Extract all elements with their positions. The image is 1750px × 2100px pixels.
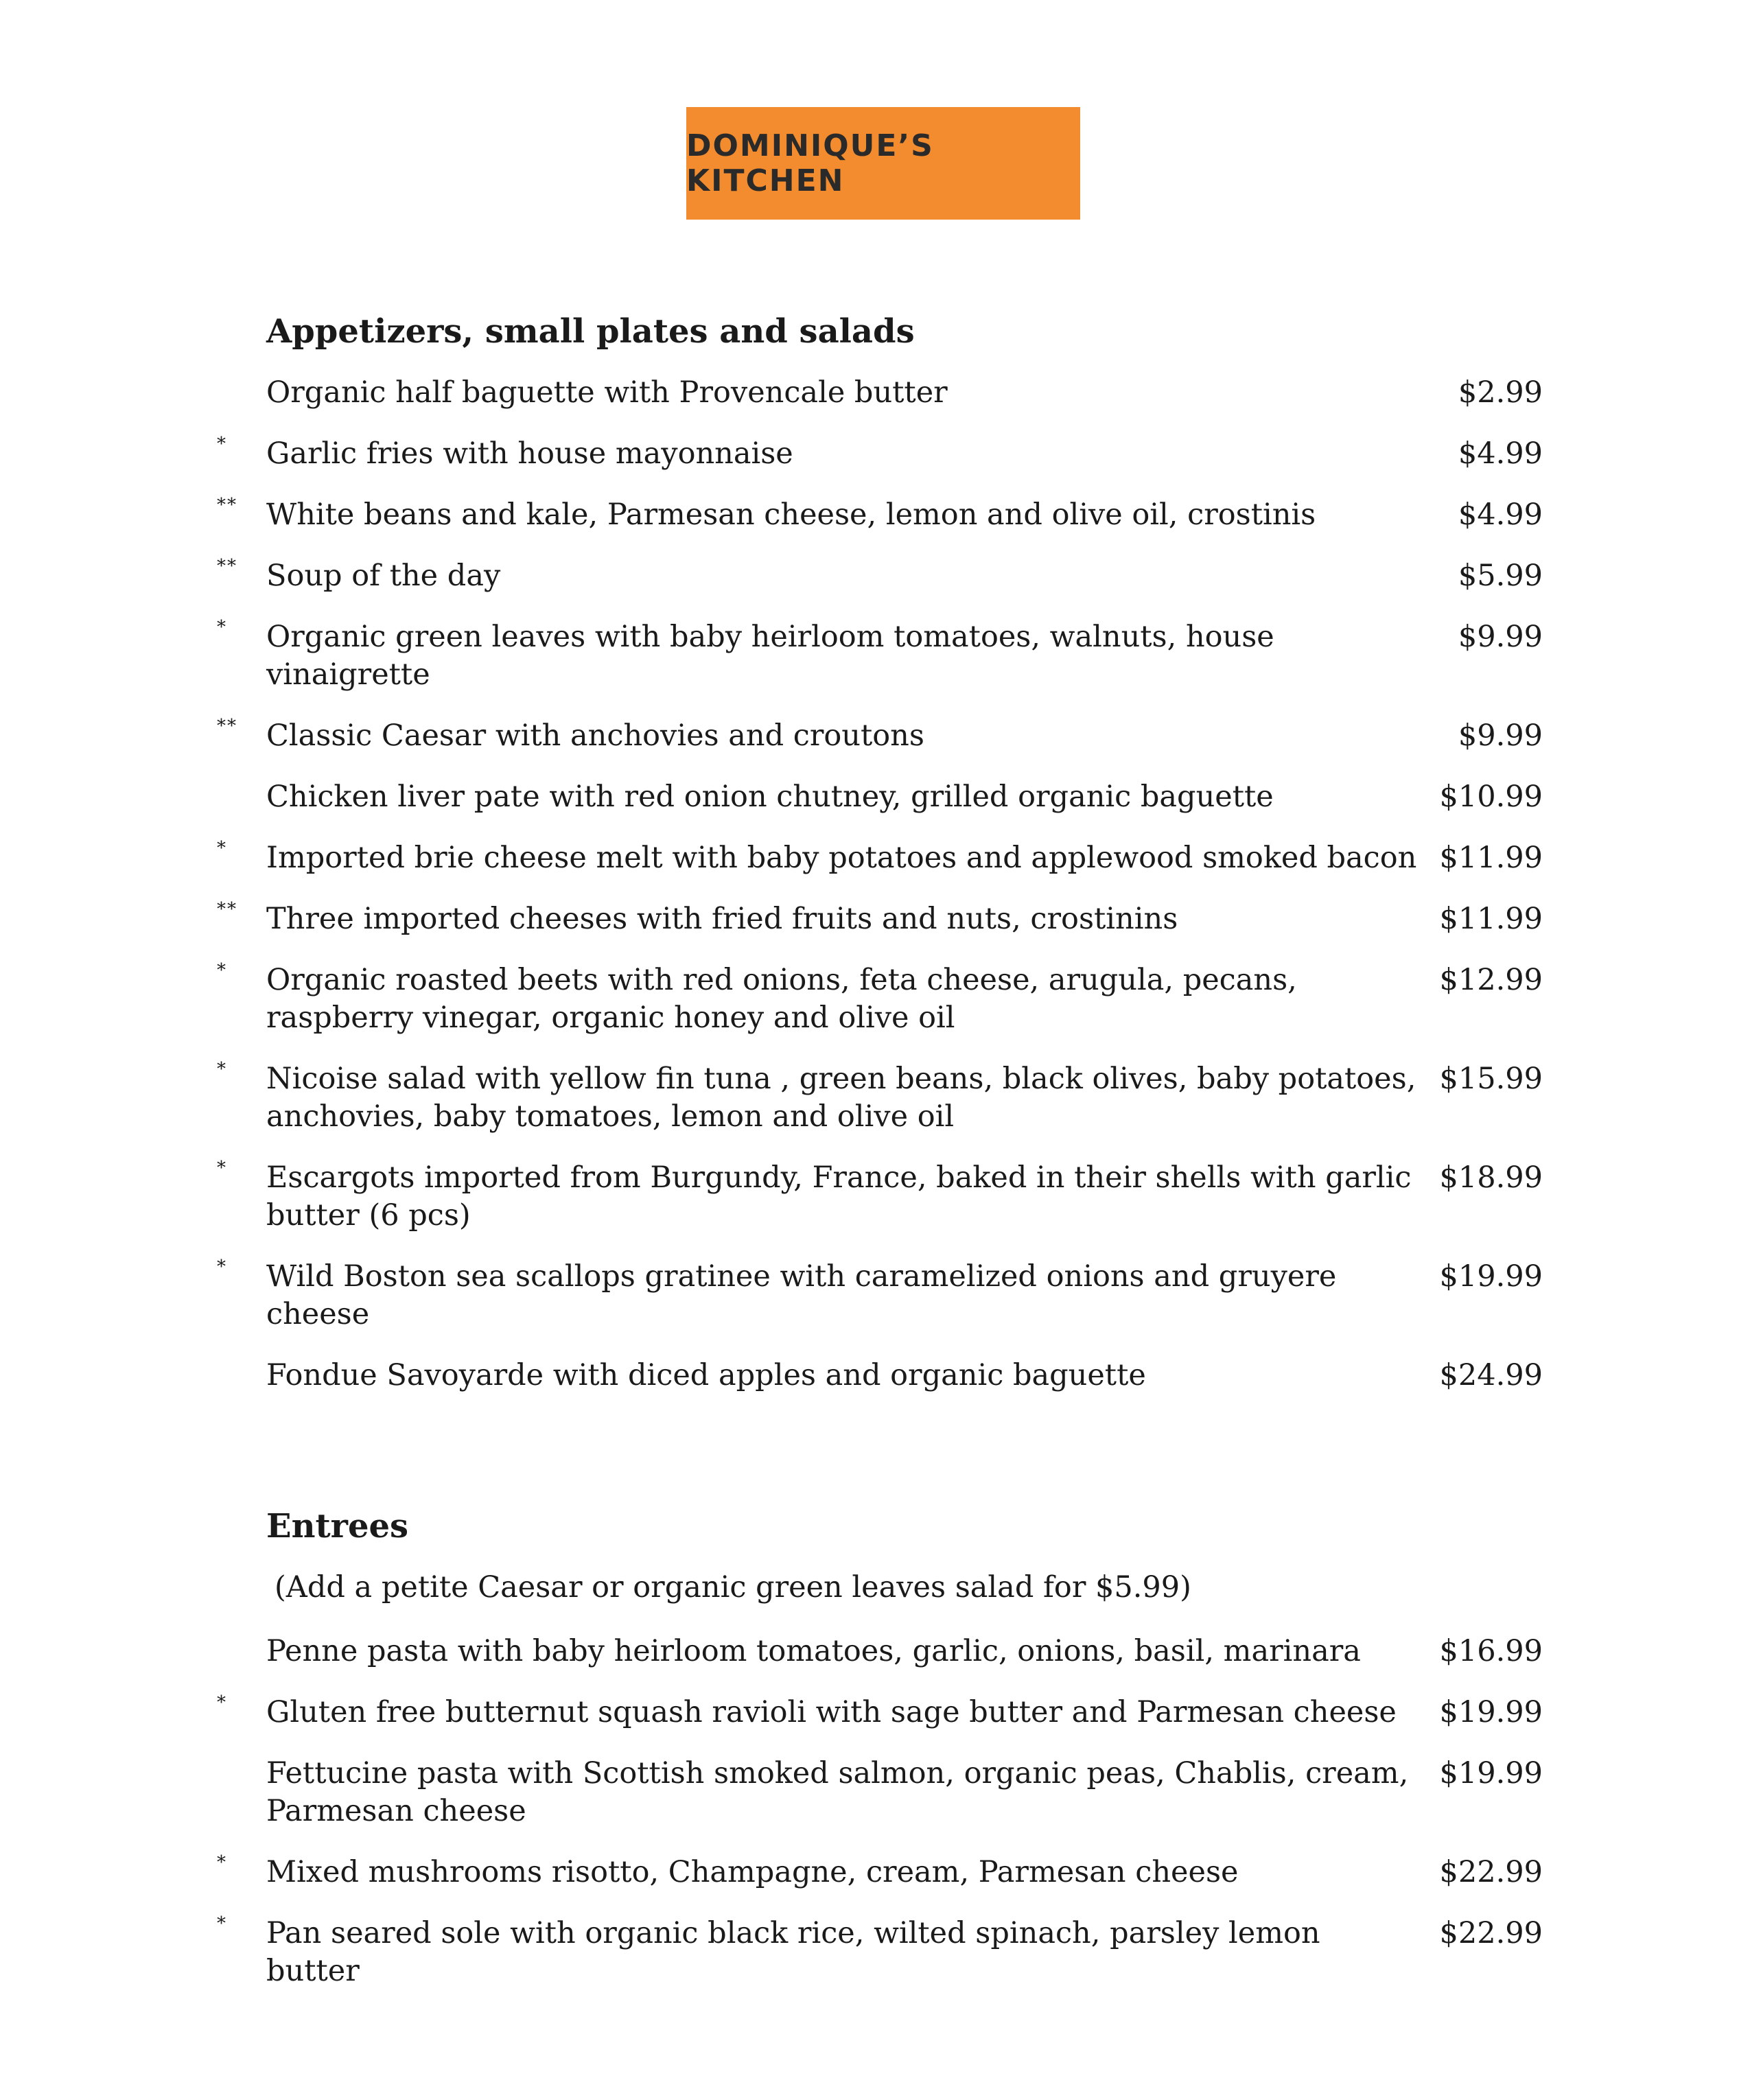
item-name: Penne pasta with baby heirloom tomatoes, garlic, onions, basil, marinara bbox=[266, 1634, 1361, 1668]
item-name: Garlic fries with house mayonnaise bbox=[266, 436, 793, 471]
item-name: Wild Boston sea scallops gratinee with caramelized onions and gruyere cheese bbox=[266, 1259, 1337, 1331]
item-price: $19.99 bbox=[1439, 1259, 1543, 1294]
appetizer-list bbox=[206, 374, 1578, 1395]
section-appetizers bbox=[206, 312, 1578, 1395]
menu-item bbox=[206, 496, 1578, 534]
item-name: Chicken liver pate with red onion chutney, grilled organic baguette bbox=[266, 780, 1274, 814]
item-price: $9.99 bbox=[1458, 719, 1543, 753]
menu-item bbox=[206, 1258, 1578, 1333]
item-name: Fondue Savoyarde with diced apples and organic baguette bbox=[266, 1358, 1146, 1392]
item-marker: ** bbox=[217, 716, 237, 736]
item-marker: * bbox=[217, 1059, 227, 1080]
item-price: $24.99 bbox=[1439, 1358, 1543, 1392]
menu-item bbox=[206, 435, 1578, 473]
item-price: $18.99 bbox=[1439, 1160, 1543, 1195]
item-price: $4.99 bbox=[1458, 498, 1543, 532]
item-marker: * bbox=[217, 1913, 227, 1934]
item-price: $22.99 bbox=[1439, 1855, 1543, 1889]
item-marker: * bbox=[217, 960, 227, 981]
menu-item bbox=[206, 778, 1578, 816]
item-price: $11.99 bbox=[1439, 902, 1543, 936]
menu-item bbox=[206, 1755, 1578, 1830]
menu-item bbox=[206, 1357, 1578, 1395]
item-name: Gluten free butternut squash ravioli with sage butter and Parmesan cheese bbox=[266, 1695, 1397, 1729]
menu-item bbox=[206, 717, 1578, 755]
item-marker: ** bbox=[217, 495, 237, 515]
menu-item bbox=[206, 900, 1578, 938]
menu-item bbox=[206, 557, 1578, 595]
menu-item bbox=[206, 1060, 1578, 1136]
section-title: Entrees bbox=[266, 1507, 409, 1545]
item-price: $16.99 bbox=[1439, 1634, 1543, 1668]
item-price: $22.99 bbox=[1439, 1916, 1543, 1950]
item-price: $15.99 bbox=[1439, 1062, 1543, 1096]
section-entrees bbox=[206, 1507, 1578, 1990]
item-price: $5.99 bbox=[1458, 559, 1543, 593]
item-marker: * bbox=[217, 1692, 227, 1713]
menu-item bbox=[206, 374, 1578, 412]
item-marker: * bbox=[217, 434, 227, 454]
item-name: White beans and kale, Parmesan cheese, lemon and olive oil, crostinis bbox=[266, 498, 1316, 532]
item-name: Mixed mushrooms risotto, Champagne, cream, Parmesan cheese bbox=[266, 1855, 1239, 1889]
item-marker: * bbox=[217, 1257, 227, 1277]
item-name: Imported brie cheese melt with baby potatoes and applewood smoked bacon bbox=[266, 841, 1417, 875]
item-price: $9.99 bbox=[1458, 620, 1543, 654]
item-name: Soup of the day bbox=[266, 559, 501, 593]
item-price: $2.99 bbox=[1458, 375, 1543, 410]
item-name: Fettucine pasta with Scottish smoked salmon, organic peas, Chablis, cream, Parmesan cheese bbox=[266, 1756, 1409, 1828]
menu-item bbox=[206, 961, 1578, 1037]
menu-item bbox=[206, 839, 1578, 877]
item-name: Organic half baguette with Provencale butter bbox=[266, 375, 948, 410]
item-marker: * bbox=[217, 617, 227, 638]
menu-item bbox=[206, 1159, 1578, 1235]
item-name: Escargots imported from Burgundy, France, baked in their shells with garlic butter (6 pcs) bbox=[266, 1160, 1412, 1233]
item-price: $19.99 bbox=[1439, 1756, 1543, 1790]
menu-item bbox=[206, 1694, 1578, 1731]
item-marker: ** bbox=[217, 899, 237, 920]
item-marker: * bbox=[217, 1158, 227, 1178]
entree-list bbox=[206, 1633, 1578, 1990]
menu-item bbox=[206, 1633, 1578, 1670]
item-price: $11.99 bbox=[1439, 841, 1543, 875]
item-name: Organic green leaves with baby heirloom tomatoes, walnuts, house vinaigrette bbox=[266, 620, 1274, 692]
menu-item bbox=[206, 618, 1578, 694]
restaurant-name: DOMINIQUE’S KITCHEN bbox=[686, 128, 934, 198]
item-name: Pan seared sole with organic black rice, wilted spinach, parsley lemon butter bbox=[266, 1916, 1320, 1988]
restaurant-logo bbox=[686, 107, 1080, 220]
item-price: $4.99 bbox=[1458, 436, 1543, 471]
item-price: $10.99 bbox=[1439, 780, 1543, 814]
menu-item bbox=[206, 1854, 1578, 1891]
item-marker: * bbox=[217, 838, 227, 859]
item-name: Nicoise salad with yellow fin tuna , green beans, black olives, baby potatoes, anchovies, baby tomatoes, lemon and olive oil bbox=[266, 1062, 1416, 1134]
section-divider bbox=[206, 1418, 1578, 1507]
item-marker: ** bbox=[217, 556, 237, 576]
item-price: $12.99 bbox=[1439, 963, 1543, 997]
item-name: Organic roasted beets with red onions, feta cheese, arugula, pecans, raspberry vinegar, organic honey and olive oil bbox=[266, 963, 1297, 1035]
item-name: Three imported cheeses with fried fruits and nuts, crostinins bbox=[266, 902, 1178, 936]
item-name: Classic Caesar with anchovies and croutons bbox=[266, 719, 924, 753]
item-marker: * bbox=[217, 1852, 227, 1873]
item-price: $19.99 bbox=[1439, 1695, 1543, 1729]
menu-item bbox=[206, 1915, 1578, 1990]
entrees-note: (Add a petite Caesar or organic green leaves salad for $5.99) bbox=[275, 1570, 1191, 1605]
section-title: Appetizers, small plates and salads bbox=[266, 312, 915, 351]
menu-content bbox=[206, 312, 1578, 2014]
